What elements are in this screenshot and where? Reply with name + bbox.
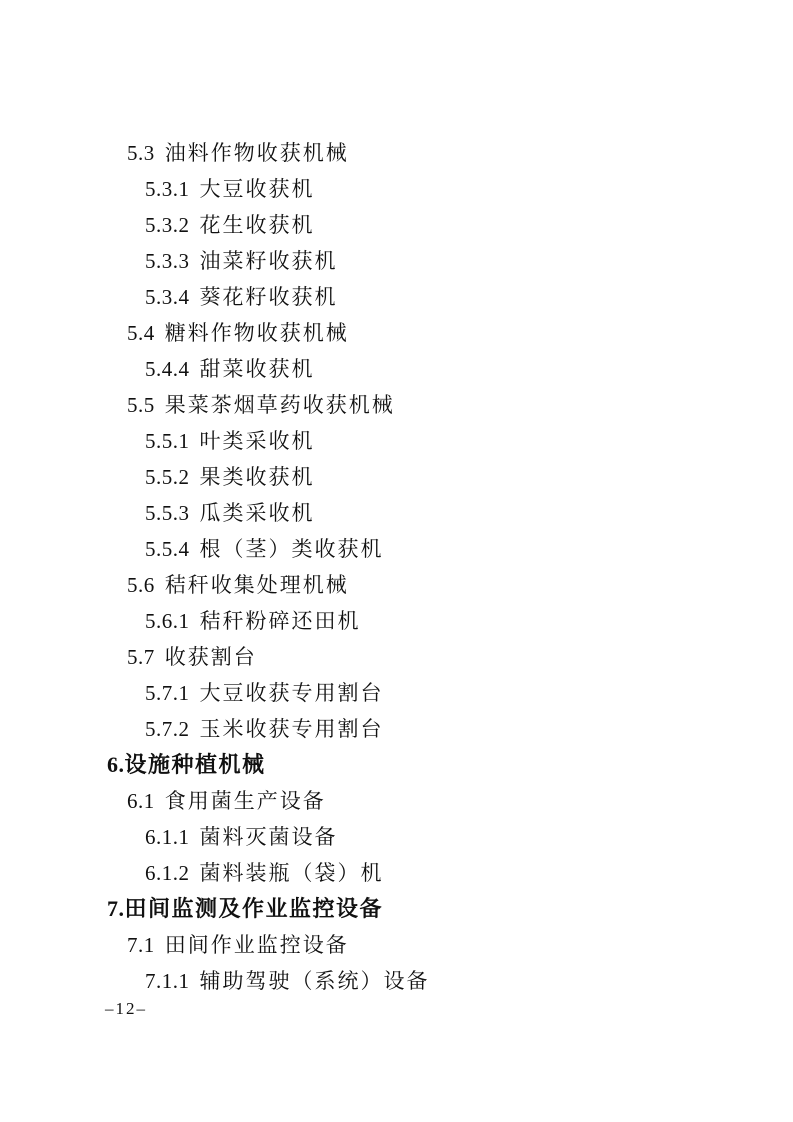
item-number: 5.7.2 xyxy=(145,717,190,741)
toc-line xyxy=(0,351,793,387)
item-text: 糖料作物收获机械 xyxy=(164,321,349,345)
item-text: 辅助驾驶（系统）设备 xyxy=(199,969,430,993)
item-text: 菌料灭菌设备 xyxy=(199,825,338,849)
toc-line xyxy=(0,171,793,207)
item-number: 7.1.1 xyxy=(145,969,190,993)
item-number: 5.3.2 xyxy=(145,213,190,237)
item-number: 5.3.3 xyxy=(145,249,190,273)
item-text: 设施种植机械 xyxy=(124,752,266,777)
toc-line xyxy=(0,243,793,279)
toc-line xyxy=(0,819,793,855)
item-text: 瓜类采收机 xyxy=(199,501,315,525)
toc-line xyxy=(0,459,793,495)
toc-line xyxy=(0,639,793,675)
toc-line xyxy=(0,747,793,783)
toc-line xyxy=(0,567,793,603)
item-text: 花生收获机 xyxy=(199,213,315,237)
item-text: 大豆收获机 xyxy=(199,177,315,201)
toc-line xyxy=(0,279,793,315)
item-text: 油菜籽收获机 xyxy=(199,249,338,273)
item-number: 7.1 xyxy=(127,933,155,957)
item-number: 5.6.1 xyxy=(145,609,190,633)
item-number: 6. xyxy=(107,752,125,777)
toc-line xyxy=(0,315,793,351)
item-text: 田间作业监控设备 xyxy=(164,933,349,957)
toc-line xyxy=(0,603,793,639)
item-number: 5.5.3 xyxy=(145,501,190,525)
item-number: 5.3.1 xyxy=(145,177,190,201)
toc-list xyxy=(0,135,793,999)
toc-line xyxy=(0,207,793,243)
toc-line xyxy=(0,387,793,423)
item-text: 菌料装瓶（袋）机 xyxy=(199,861,384,885)
item-number: 5.5 xyxy=(127,393,155,417)
item-text: 果菜茶烟草药收获机械 xyxy=(164,393,395,417)
item-number: 5.5.1 xyxy=(145,429,190,453)
item-number: 5.3.4 xyxy=(145,285,190,309)
toc-line xyxy=(0,927,793,963)
toc-line xyxy=(0,963,793,999)
item-text: 油料作物收获机械 xyxy=(164,141,349,165)
item-text: 玉米收获专用割台 xyxy=(199,717,384,741)
item-text: 叶类采收机 xyxy=(199,429,315,453)
item-number: 6.1 xyxy=(127,789,155,813)
item-number: 5.4.4 xyxy=(145,357,190,381)
item-text: 葵花籽收获机 xyxy=(199,285,338,309)
item-text: 田间监测及作业监控设备 xyxy=(124,896,384,921)
item-text: 秸秆粉碎还田机 xyxy=(199,609,361,633)
item-text: 收获割台 xyxy=(164,645,257,669)
item-number: 7. xyxy=(107,896,125,921)
item-text: 果类收获机 xyxy=(199,465,315,489)
toc-line xyxy=(0,891,793,927)
item-number: 6.1.2 xyxy=(145,861,190,885)
item-text: 根（茎）类收获机 xyxy=(199,537,384,561)
item-text: 大豆收获专用割台 xyxy=(199,681,384,705)
item-number: 5.5.2 xyxy=(145,465,190,489)
item-number: 5.4 xyxy=(127,321,155,345)
item-number: 5.3 xyxy=(127,141,155,165)
item-text: 秸秆收集处理机械 xyxy=(164,573,349,597)
item-text: 食用菌生产设备 xyxy=(164,789,326,813)
item-number: 5.7.1 xyxy=(145,681,190,705)
item-number: 6.1.1 xyxy=(145,825,190,849)
item-number: 5.6 xyxy=(127,573,155,597)
toc-line xyxy=(0,495,793,531)
item-text: 甜菜收获机 xyxy=(199,357,315,381)
item-number: 5.7 xyxy=(127,645,155,669)
toc-line xyxy=(0,675,793,711)
toc-line xyxy=(0,855,793,891)
toc-line xyxy=(0,135,793,171)
toc-line xyxy=(0,711,793,747)
toc-line xyxy=(0,783,793,819)
item-number: 5.5.4 xyxy=(145,537,190,561)
toc-line xyxy=(0,531,793,567)
page-number: –12– xyxy=(105,999,147,1018)
toc-line xyxy=(0,423,793,459)
